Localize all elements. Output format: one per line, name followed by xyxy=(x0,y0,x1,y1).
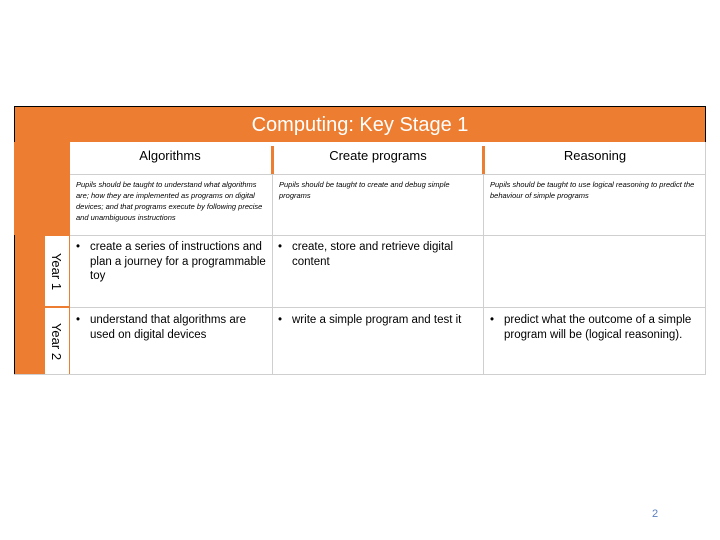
bullet-icon: • xyxy=(490,314,495,326)
bullet-icon: • xyxy=(278,241,283,253)
year-1-create-programs-cell xyxy=(278,240,478,269)
header-algorithms: Algorithms xyxy=(139,148,201,163)
grid-line xyxy=(705,142,706,374)
bullet-icon: • xyxy=(278,314,283,326)
list-item: create, store and retrieve digital content xyxy=(292,241,454,268)
grid-line xyxy=(483,174,484,374)
sidebar-corner xyxy=(14,142,70,235)
grid-line xyxy=(70,307,706,308)
year-1-label: Year 1 xyxy=(49,252,65,290)
list-item: create a series of instructions and plan a journey for a programmable toy xyxy=(90,241,266,282)
grid-line xyxy=(272,174,273,374)
year-1-algorithms-cell xyxy=(76,240,266,284)
note-create-programs: Pupils should be taught to create and debug simple programs xyxy=(279,180,450,200)
note-reasoning: Pupils should be taught to use logical reasoning to predict the behaviour of simple programs xyxy=(490,180,695,200)
header-create-programs: Create programs xyxy=(329,148,427,163)
header-reasoning: Reasoning xyxy=(563,148,627,163)
grid-line xyxy=(14,374,706,375)
bullet-icon: • xyxy=(76,241,81,253)
bullet-icon: • xyxy=(76,314,81,326)
year-1-cell xyxy=(45,236,69,306)
year-2-cell xyxy=(45,308,69,374)
title-bar xyxy=(14,106,706,142)
list-item: understand that algorithms are used on digital devices xyxy=(90,314,246,341)
page-title: Computing: Key Stage 1 xyxy=(251,114,469,136)
year-2-reasoning-cell xyxy=(490,313,702,342)
grid-line xyxy=(70,235,706,236)
grid-line xyxy=(70,174,706,175)
year-2-create-programs-cell xyxy=(278,313,478,328)
year-2-label: Year 2 xyxy=(49,322,65,360)
note-algorithms: Pupils should be taught to understand what algorithms are; how they are implemented as programs on digital devices; and that programs execute by following precise and unambiguous instructions xyxy=(76,180,263,222)
list-item: write a simple program and test it xyxy=(292,314,462,326)
year-2-algorithms-cell xyxy=(76,313,266,342)
page-number: 2 xyxy=(652,508,659,520)
list-item: predict what the outcome of a simple program will be (logical reasoning). xyxy=(504,314,692,341)
